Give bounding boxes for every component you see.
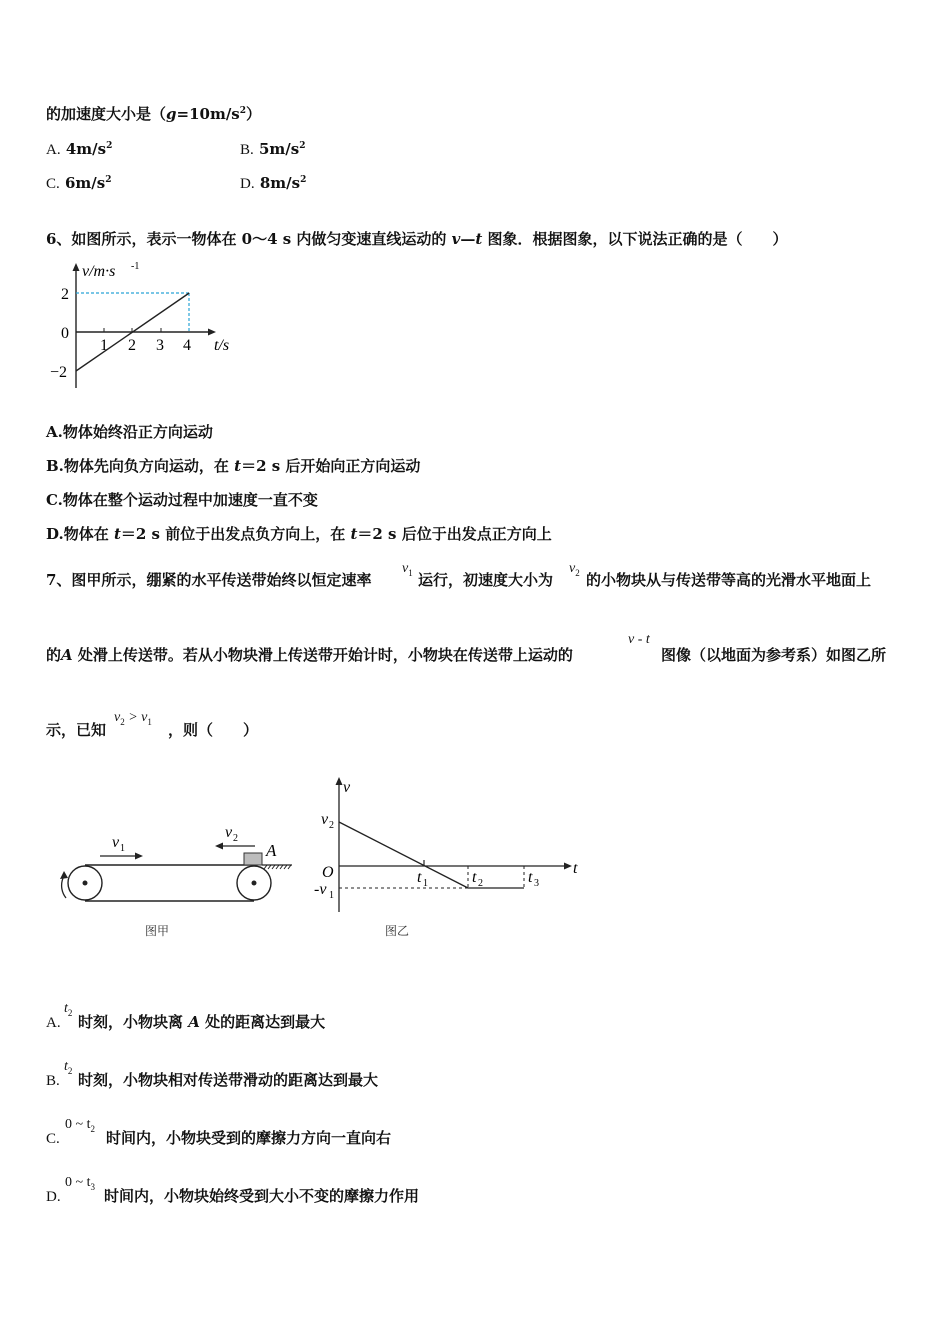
q7-vt-inline: v - t xyxy=(628,632,650,647)
q7-option-b[interactable]: B. xyxy=(46,1073,60,1089)
t2-label: t xyxy=(472,869,477,886)
left-pulley-axle xyxy=(83,881,88,886)
q7-option-c[interactable]: C. xyxy=(46,1131,60,1147)
q5-option-b[interactable]: B. $5m/s^2$ xyxy=(240,140,306,158)
q7-fig-yi xyxy=(305,772,595,917)
q6-y-label: v/m·s xyxy=(82,263,116,280)
block-A xyxy=(244,853,262,865)
q6-x-label: t/s xyxy=(214,337,230,354)
q7-option-c-text: 时间内，小物块受到的摩擦力方向一直向右 xyxy=(106,1129,392,1147)
q6-x-label-4: 4 xyxy=(183,337,191,354)
v2-arrowhead xyxy=(215,843,223,850)
v2-axis-label-sub: 2 xyxy=(329,820,334,831)
q6-y-tick-neg2: −2 xyxy=(50,364,68,381)
q7-line1-c: 的小物块从与传送带等高的光滑水平地面上 xyxy=(586,571,872,589)
q7-line3-a: 示，已知 xyxy=(46,721,107,739)
q7-line1-b: 运行，初速度大小为 xyxy=(418,571,554,589)
v1-arrowhead xyxy=(135,853,143,860)
q7-line3-b: ，则（ ） xyxy=(168,721,259,739)
q7-fig-jia xyxy=(50,820,300,915)
q6-y-label-sup: -1 xyxy=(131,261,140,272)
q6-x-arrow xyxy=(208,329,216,336)
q6-option-c[interactable]: C.物体在整个运动过程中加速度一直不变 xyxy=(46,491,318,509)
t1-label: t xyxy=(417,869,422,886)
origin-label: O xyxy=(322,864,334,881)
q7-option-a-var: $t_2$ xyxy=(64,1001,73,1018)
fig-jia-caption: 图甲 xyxy=(145,924,170,938)
q6-y-tick-0: 0 xyxy=(61,325,69,342)
q7-option-b-text: 时刻，小物块相对传送带滑动的距离达到最大 xyxy=(78,1071,379,1089)
v2-label: v xyxy=(225,824,233,841)
t1-label-sub: 1 xyxy=(423,878,428,889)
q7-option-c-range: 0 ~ $t_2$ xyxy=(65,1117,95,1134)
right-pulley-axle xyxy=(252,881,257,886)
q5-option-d[interactable]: D. $8m/s^2$ xyxy=(240,174,307,192)
q6-vt-graph xyxy=(46,260,246,395)
q7-option-b-var: $t_2$ xyxy=(64,1059,73,1076)
q7-option-a-text: 时刻，小物块离 A 处的距离达到最大 xyxy=(78,1013,326,1031)
q7-line2-a: 的A 处滑上传送带。若从小物块滑上传送带开始计时，小物块在传送带上运动的 xyxy=(46,646,573,664)
q6-y-tick-2: 2 xyxy=(61,286,69,303)
A-label: A xyxy=(266,841,277,860)
v-axis-arrow xyxy=(336,777,343,785)
neg-v1-label-sub: 1 xyxy=(329,890,334,901)
q6-x-label-2: 2 xyxy=(128,337,136,354)
q5-option-a[interactable]: A. $4m/s^2$ xyxy=(46,140,113,158)
rotation-arrowhead xyxy=(60,871,68,879)
rotation-arrow-icon xyxy=(62,876,66,898)
t3-label: t xyxy=(528,869,533,886)
q7-line2-c: 图像（以地面为参考系）如图乙所 xyxy=(661,646,887,664)
q6-option-a[interactable]: A.物体始终沿正方向运动 xyxy=(46,423,213,441)
q7-line1-a: 7、图甲所示，绷紧的水平传送带始终以恒定速率 xyxy=(46,571,372,589)
q6-option-b[interactable]: B.物体先向负方向运动，在 t＝2 s 后开始向正方向运动 xyxy=(46,457,421,475)
fig-yi-caption: 图乙 xyxy=(385,924,410,938)
v2-axis-label: v xyxy=(321,811,329,828)
q7-condition: $v_2 > v_1$ xyxy=(114,710,152,727)
v1-label-sub: 1 xyxy=(120,843,125,854)
t3-label-sub: 3 xyxy=(534,878,539,889)
q6-stem: 6、如图所示，表示一物体在 0～4 s 内做匀变速直线运动的 v—t 图象．根据图象，以下说法正确的是（ ） xyxy=(46,230,788,248)
neg-v1-label: -v xyxy=(314,881,327,898)
t-axis-arrow xyxy=(564,863,572,870)
t-axis-label: t xyxy=(573,860,578,877)
v-axis-label: v xyxy=(343,779,351,796)
q5-stem: 的加速度大小是$(g=10m/s^2)$ xyxy=(46,105,262,123)
q7-v1-inline: $v_1$ xyxy=(402,561,413,578)
q5-option-c[interactable]: C. $6m/s^2$ xyxy=(46,174,112,192)
q7-option-d-range: 0 ~ $t_3$ xyxy=(65,1175,95,1192)
q6-y-arrow xyxy=(73,263,80,271)
t2-label-sub: 2 xyxy=(478,878,483,889)
q7-v2-inline: $v_2$ xyxy=(569,561,580,578)
q7-option-d[interactable]: D. xyxy=(46,1189,61,1205)
q7-option-d-text: 时间内，小物块始终受到大小不变的摩擦力作用 xyxy=(104,1187,420,1205)
q7-option-a[interactable]: A. xyxy=(46,1015,61,1031)
q6-x-label-1: 1 xyxy=(100,337,108,354)
q6-x-label-3: 3 xyxy=(156,337,164,354)
v2-label-sub: 2 xyxy=(233,833,238,844)
velocity-line-descent xyxy=(339,822,468,888)
v1-label: v xyxy=(112,834,120,851)
q6-option-d[interactable]: D.物体在 t＝2 s 前位于出发点负方向上，在 t＝2 s 后位于出发点正方向上 xyxy=(46,525,552,543)
